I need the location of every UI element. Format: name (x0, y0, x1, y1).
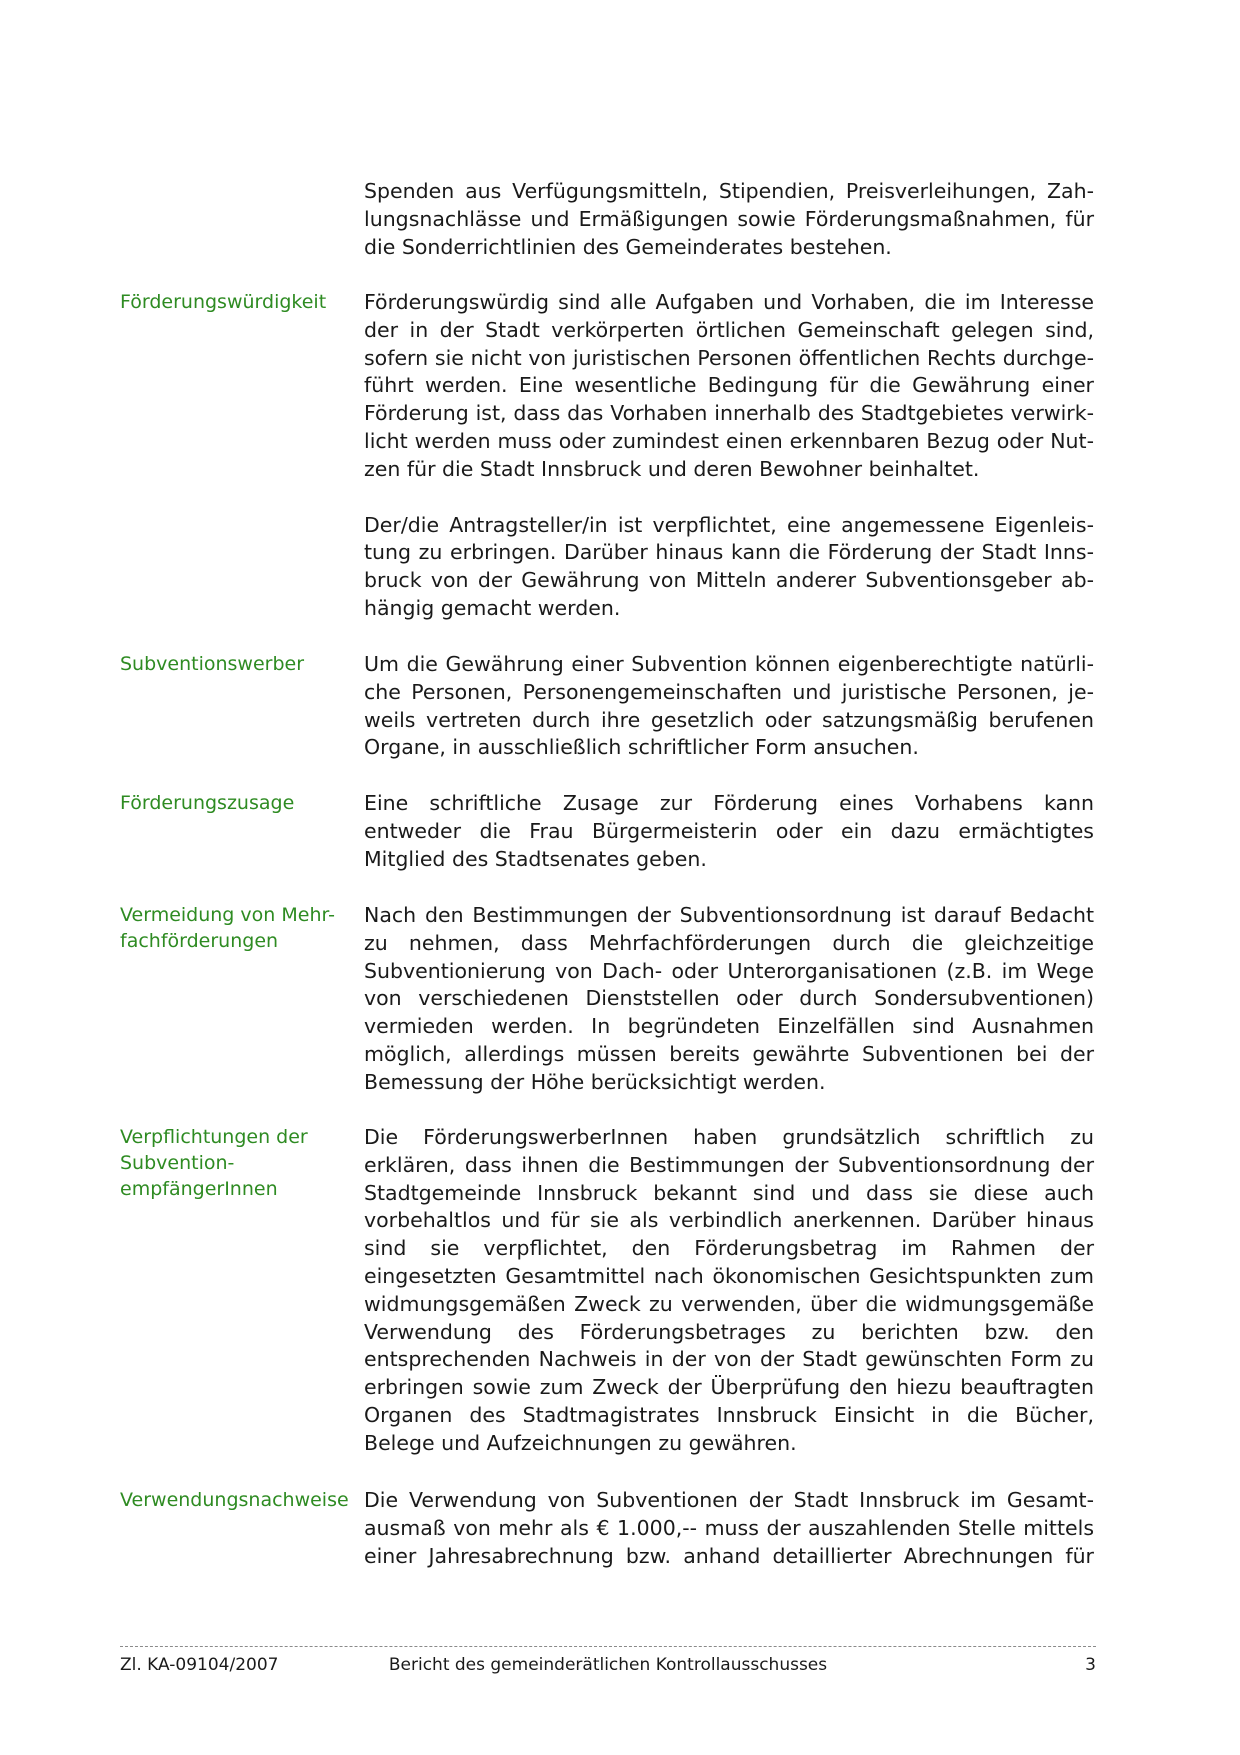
section-heading: Subventionswerber (120, 653, 305, 675)
section-body (364, 902, 1094, 1097)
paragraph: Die FörderungswerberInnen haben grundsätzlich schriftlich zu erklären, dass ihnen die Bestimmungen der Subventionsordnung der Stadtgemeinde Innsbruck bekannt sind und dass sie diese auch vorbehaltlos und für sie als verbindlich anerkennen. Darüber hinaus sind sie verpflichtet, den Förderungsbetrag im Rahmen der eingesetzten Gesamtmittel nach ökonomischen Gesichtspunkten zum widmungsgemäßen Zweck zu verwenden, über die widmungsgemäße Verwendung des Förderungsbetrages zu berichten bzw. den entsprechenden Nachweis in der von der Stadt gewünschten Form zu erbringen sowie zum Zweck der Überprüfung den hiezu beauftragten Organen des Stadtmagistrates Innsbruck Einsicht in die Bücher, Belege und Aufzeichnungen zu gewähren. (364, 1125, 1094, 1455)
section-body (364, 1487, 1094, 1570)
footer-divider (120, 1646, 1096, 1647)
section-heading: Förderungszusage (120, 792, 295, 814)
paragraph: Spenden aus Verfügungsmitteln, Stipendien, Preisverleihungen, Zahlungsnachlässe und Ermäßigungen sowie Förderungsmaßnahmen, für die Sonderrichtlinien des Gemeinderates bestehen. (364, 179, 1094, 259)
section-body (364, 790, 1094, 873)
section-body (364, 289, 1094, 623)
section-heading: Verwendungsnachweise (120, 1489, 349, 1511)
document-reference: Zl. KA-09104/2007 (120, 1655, 279, 1675)
paragraph: Eine schriftliche Zusage zur Förderung eines Vorhabens kann entweder die Frau Bürgermeisterin oder ein dazu ermächtigtes Mitglied des Stadtsenates geben. (364, 791, 1094, 871)
section-body (364, 1124, 1094, 1458)
section-heading: Förderungswürdigkeit (120, 291, 327, 313)
section-heading: Vermeidung von Mehr- fachförderungen (120, 904, 335, 952)
paragraph: Um die Gewährung einer Subvention können eigenberechtigte natürliche Personen, Personengemeinschaften und juristische Personen, jeweils vertreten durch ihre gesetzlich oder satzungsmäßig berufenen Organe, in ausschließlich schriftlicher Form ansuchen. (364, 652, 1094, 760)
section-body (364, 178, 1094, 261)
section-heading: Verpflichtungen der Subvention- empfängerInnen (120, 1126, 308, 1200)
paragraph: Förderungswürdig sind alle Aufgaben und Vorhaben, die im Interesse der in der Stadt verkörperten örtlichen Gemeinschaft gelegen sind, sofern sie nicht von juristischen Personen öffentlichen Rechts durchgeführt werden. Eine wesentliche Bedingung für die Gewährung einer Förderung ist, dass das Vorhaben innerhalb des Stadtgebietes verwirklicht werden muss oder zumindest einen erkennbaren Bezug oder Nutzen für die Stadt Innsbruck und deren Bewohner beinhaltet. (364, 290, 1094, 481)
paragraph: Der/die Antragsteller/in ist verpflichtet, eine angemessene Eigenleistung zu erbringen. Darüber hinaus kann die Förderung der Stadt Innsbruck von der Gewährung von Mitteln anderer Subventionsgeber abhängig gemacht werden. (364, 512, 1094, 620)
section-body (364, 651, 1094, 762)
page-number: 3 (1085, 1655, 1096, 1675)
paragraph: Nach den Bestimmungen der Subventionsordnung ist darauf Bedacht zu nehmen, dass Mehrfachförderungen durch die gleichzeitige Subventionierung von Dach- oder Unterorganisationen (z.B. im Wege von verschiedenen Dienststellen oder durch Sondersubventionen) vermieden werden. In begründeten Einzelfällen sind Ausnahmen möglich, allerdings müssen bereits gewährte Subventionen bei der Bemessung der Höhe berücksichtigt werden. (364, 903, 1094, 1094)
report-title: Bericht des gemeinderätlichen Kontrollausschusses (388, 1655, 828, 1675)
paragraph: Die Verwendung von Subventionen der Stadt Innsbruck im Gesamtausmaß von mehr als € 1.000,-- muss der auszahlenden Stelle mittels einer Jahresabrechnung bzw. anhand detaillierter Abrechnungen für (364, 1488, 1094, 1568)
